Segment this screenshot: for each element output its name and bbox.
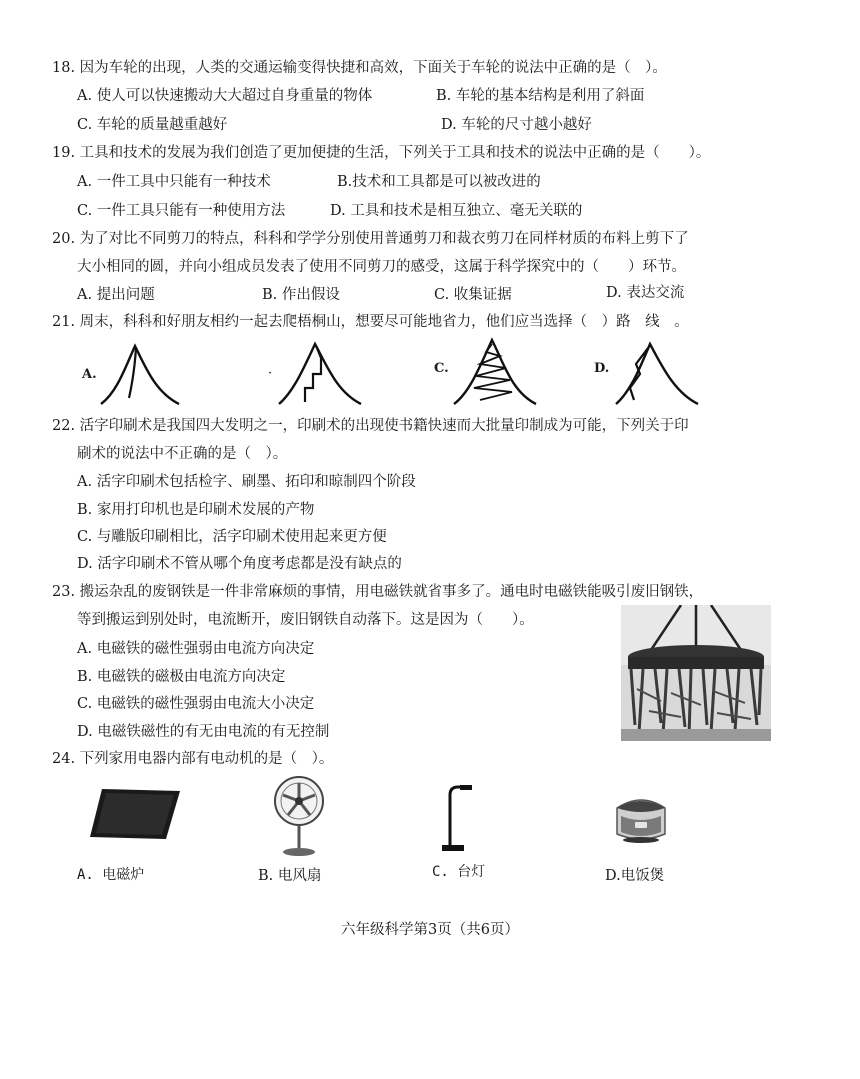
q23-option-c: C. 电磁铁的磁性强弱由电流大小决定 xyxy=(77,696,315,712)
q21-label-c: C. xyxy=(434,361,449,376)
q23-stem-line1: 23. 搬运杂乱的废钢铁是一件非常麻烦的事情，用电磁铁就省事多了。通电时电磁铁能吸引废旧钢铁， xyxy=(52,584,704,600)
q21-label-d: D. xyxy=(594,361,610,376)
q19-option-b: B.技术和工具都是可以被改进的 xyxy=(337,174,541,190)
q23-option-b: B. 电磁铁的磁极由电流方向决定 xyxy=(77,669,286,685)
q21-stem: 21. 周末，科科和好朋友相约一起去爬梧桐山，想要尽可能地省力，他们应当选择（ ）路 线 。 xyxy=(52,314,689,330)
q19-option-c: C. 一件工具只能有一种使用方法 xyxy=(77,203,286,219)
q20-stem-line1: 20. 为了对比不同剪刀的特点，科科和学学分别使用普通剪刀和裁衣剪刀在同样材质的布料上剪下了 xyxy=(52,231,689,247)
q24-option-a: A. 电磁炉 xyxy=(77,867,145,883)
q23-option-d: D. 电磁铁磁性的有无由电流的有无控制 xyxy=(77,724,330,740)
desk-lamp-icon xyxy=(436,779,476,853)
q18-stem: 18. 因为车轮的出现，人类的交通运输变得快捷和高效，下面关于车轮的说法中正确的是（ ）。 xyxy=(52,60,667,76)
q23-option-a: A. 电磁铁的磁性强弱由电流方向决定 xyxy=(77,641,315,657)
q24-option-d: D.电饭煲 xyxy=(605,868,665,884)
q22-stem-line2: 刷术的说法中不正确的是（ ）。 xyxy=(77,446,288,462)
q22-stem-line1: 22. 活字印刷术是我国四大发明之一，印刷术的出现使书籍快速而大批量印制成为可能，下列关于印 xyxy=(52,418,689,434)
mountain-straight-path-icon xyxy=(95,340,185,410)
q22-option-a: A. 活字印刷术包括检字、刷墨、拓印和晾制四个阶段 xyxy=(77,474,416,490)
page-footer: 六年级科学第3页（共6页） xyxy=(341,922,519,938)
electric-fan-icon xyxy=(268,775,330,857)
q24-stem: 24. 下列家用电器内部有电动机的是（ ）。 xyxy=(52,751,334,767)
q24-option-b: B. 电风扇 xyxy=(258,868,322,884)
mountain-side-path-icon xyxy=(612,338,702,410)
induction-cooker-icon xyxy=(88,787,182,841)
q22-option-d: D. 活字印刷术不管从哪个角度考虑都是没有缺点的 xyxy=(77,556,402,572)
q20-stem-line2: 大小相同的圆，并向小组成员发表了使用不同剪刀的感受，这属于科学探究中的（ ）环节。 xyxy=(77,259,686,275)
q18-option-d: D. 车轮的尺寸越小越好 xyxy=(441,117,592,133)
q19-stem: 19. 工具和技术的发展为我们创造了更加便捷的生活，下列关于工具和技术的说法中正确的是（ ）。 xyxy=(52,145,711,161)
q22-option-c: C. 与雕版印刷相比，活字印刷术使用起来更方便 xyxy=(77,529,387,545)
q20-option-d: D. 表达交流 xyxy=(606,285,685,301)
q22-option-b: B. 家用打印机也是印刷术发展的产物 xyxy=(77,502,315,518)
q20-option-b: B. 作出假设 xyxy=(262,287,340,303)
q20-option-a: A. 提出问题 xyxy=(77,287,155,303)
q18-option-c: C. 车轮的质量越重越好 xyxy=(77,117,228,133)
q21-label-b-dot: · xyxy=(268,366,273,381)
q18-option-b: B. 车轮的基本结构是利用了斜面 xyxy=(436,88,645,104)
electromagnet-crane-photo xyxy=(621,605,771,741)
q20-option-c: C. 收集证据 xyxy=(434,287,512,303)
rice-cooker-icon xyxy=(611,790,671,846)
q19-option-a: A. 一件工具中只能有一种技术 xyxy=(77,174,271,190)
q24-option-c: C. 台灯 xyxy=(432,864,486,880)
mountain-step-path-icon xyxy=(275,338,365,410)
q19-option-d: D. 工具和技术是相互独立、毫无关联的 xyxy=(330,203,583,219)
q21-label-a: A. xyxy=(82,367,97,382)
q23-stem-line2: 等到搬运到别处时，电流断开，废旧钢铁自动落下。这是因为（ ）。 xyxy=(77,612,534,628)
mountain-zigzag-path-icon xyxy=(450,334,540,410)
q18-option-a: A. 使人可以快速搬动大大超过自身重量的物体 xyxy=(77,88,373,104)
